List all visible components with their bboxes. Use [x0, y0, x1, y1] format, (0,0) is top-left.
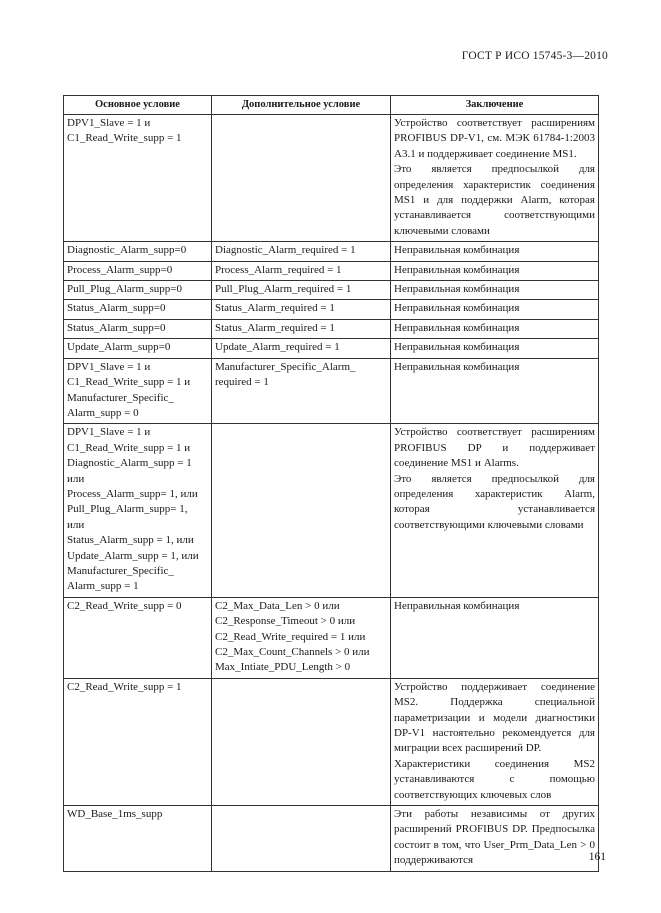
column-header-main-condition: Основное условие	[64, 96, 212, 115]
cell-text: Manufacturer_Specific_Alarm_	[215, 360, 356, 373]
cell-text: Неправильная комбинация	[394, 321, 520, 334]
cell-main-condition	[64, 115, 212, 242]
table-row	[64, 358, 599, 424]
conditions-table	[63, 95, 599, 872]
cell-text: Status_Alarm_supp=0	[67, 302, 166, 315]
cell-text: Неправильная комбинация	[394, 599, 520, 612]
table-row	[64, 300, 599, 319]
cell-text: DPV1_Slave = 1 и	[67, 426, 151, 439]
table-row	[64, 281, 599, 300]
table-body	[64, 115, 599, 872]
cell-conclusion	[391, 597, 599, 678]
cell-main-condition	[64, 597, 212, 678]
page-number: 161	[588, 851, 606, 863]
table-row	[64, 597, 599, 678]
cell-conclusion	[391, 319, 599, 338]
cell-main-condition	[64, 806, 212, 872]
cell-text: Это является предпосылкой для определения характеристик соединения MS1 и для поддержки Alarm, которая устанавливается соответствующими ключевыми словами	[394, 163, 595, 237]
document-header: ГОСТ Р ИСО 15745-3—2010	[461, 50, 608, 62]
table-row	[64, 115, 599, 242]
cell-text: Неправильная комбинация	[394, 244, 520, 257]
cell-text: Manufacturer_Specific_	[67, 564, 174, 577]
cell-conclusion	[391, 358, 599, 424]
cell-text: Эти работы независимы от других расширений PROFIBUS DP. Предпосылка состоит в том, что User_Prm_Data_Len > 0 поддерживаются	[394, 808, 595, 867]
cell-text: Manufacturer_Specific_	[67, 391, 174, 404]
cell-conclusion	[391, 242, 599, 261]
cell-additional-condition	[212, 678, 391, 805]
table-row	[64, 319, 599, 338]
cell-text: Pull_Plug_Alarm_supp=0	[67, 283, 182, 296]
cell-text: Diagnostic_Alarm_required = 1	[215, 244, 356, 257]
cell-main-condition	[64, 319, 212, 338]
cell-text: C2_Read_Write_required = 1 или	[215, 630, 366, 643]
cell-text: C2_Max_Data_Len > 0 или	[215, 599, 340, 612]
cell-text: Pull_Plug_Alarm_required = 1	[215, 283, 352, 296]
cell-text: Process_Alarm_required = 1	[215, 263, 342, 276]
cell-text: Diagnostic_Alarm_supp = 1	[67, 457, 192, 470]
cell-conclusion	[391, 806, 599, 872]
cell-text: Неправильная комбинация	[394, 360, 520, 373]
cell-main-condition	[64, 281, 212, 300]
cell-text: Status_Alarm_supp=0	[67, 321, 166, 334]
cell-additional-condition	[212, 300, 391, 319]
cell-text: Устройство соответствует расширениям PROFIBUS DP и поддерживает соединение MS1 и Alarms.	[394, 426, 595, 470]
cell-conclusion	[391, 339, 599, 358]
cell-text: Устройство соответствует расширениям PROFIBUS DP-V1, см. МЭК 61784-1:2003 А3.1 и поддерживает соединение MS1.	[394, 117, 595, 160]
table-row	[64, 261, 599, 280]
cell-text: C2_Max_Count_Channels > 0 или	[215, 646, 370, 658]
cell-additional-condition	[212, 358, 391, 424]
cell-text: Это является предпосылкой для определения характеристик Alarm, которая устанавливается соответствующими ключевыми словами	[394, 472, 595, 531]
cell-main-condition	[64, 242, 212, 261]
cell-additional-condition	[212, 115, 391, 242]
cell-main-condition	[64, 424, 212, 597]
cell-text: Устройство поддерживает соединение MS2. Поддержка специальной параметризации и модели диагностики DP-V1 настоятельно рекомендуется для миграции всех расширений DP.	[394, 680, 595, 755]
cell-text: C2_Read_Write_supp = 1	[67, 680, 182, 693]
cell-conclusion	[391, 424, 599, 597]
cell-text: DPV1_Slave = 1 и	[67, 117, 151, 129]
cell-text: Alarm_supp = 0	[67, 406, 139, 419]
cell-text: или	[67, 518, 85, 531]
cell-text: C1_Read_Write_supp = 1 и	[67, 376, 191, 389]
column-header-conclusion: Заключение	[391, 96, 599, 115]
cell-text: Status_Alarm_required = 1	[215, 321, 335, 334]
cell-main-condition	[64, 678, 212, 805]
table-row	[64, 424, 599, 597]
cell-text: Update_Alarm_supp=0	[67, 341, 171, 354]
cell-text: C2_Read_Write_supp = 0	[67, 599, 182, 612]
cell-conclusion	[391, 678, 599, 805]
cell-text: Process_Alarm_supp= 1, или	[67, 487, 198, 500]
table-row	[64, 678, 599, 805]
cell-text: C1_Read_Write_supp = 1 и	[67, 441, 191, 454]
cell-main-condition	[64, 358, 212, 424]
cell-text: Status_Alarm_supp = 1, или	[67, 534, 194, 547]
cell-additional-condition	[212, 806, 391, 872]
cell-additional-condition	[212, 242, 391, 261]
cell-text: C2_Response_Timeout > 0 или	[215, 615, 356, 628]
cell-text: Неправильная комбинация	[394, 302, 520, 315]
cell-additional-condition	[212, 281, 391, 300]
cell-additional-condition	[212, 261, 391, 280]
table-row	[64, 242, 599, 261]
cell-text: Update_Alarm_supp = 1, или	[67, 549, 199, 562]
cell-main-condition	[64, 300, 212, 319]
table-row	[64, 806, 599, 872]
cell-text: DPV1_Slave = 1 и	[67, 360, 151, 373]
table-header-row	[64, 96, 599, 115]
table-row	[64, 339, 599, 358]
cell-text: Process_Alarm_supp=0	[67, 263, 173, 276]
cell-text: Status_Alarm_required = 1	[215, 302, 335, 315]
cell-text: Max_Intiate_PDU_Length > 0	[215, 661, 351, 674]
cell-text: Неправильная комбинация	[394, 263, 520, 276]
cell-text: Характеристики соединения MS2 устанавливаются с помощью соответствующих ключевых слов	[394, 757, 595, 801]
cell-text: Diagnostic_Alarm_supp=0	[67, 244, 187, 257]
cell-text: Неправильная комбинация	[394, 341, 520, 354]
cell-text: или	[67, 472, 85, 485]
cell-text: C1_Read_Write_supp = 1	[67, 132, 182, 145]
cell-additional-condition	[212, 319, 391, 338]
cell-text: WD_Base_1ms_supp	[67, 808, 163, 821]
cell-additional-condition	[212, 597, 391, 678]
cell-additional-condition	[212, 424, 391, 597]
cell-main-condition	[64, 261, 212, 280]
cell-additional-condition	[212, 339, 391, 358]
cell-conclusion	[391, 115, 599, 242]
cell-conclusion	[391, 281, 599, 300]
column-header-additional-condition: Дополнительное условие	[212, 96, 391, 115]
cell-text: Неправильная комбинация	[394, 283, 520, 296]
cell-text: Alarm_supp = 1	[67, 580, 139, 593]
cell-conclusion	[391, 300, 599, 319]
cell-conclusion	[391, 261, 599, 280]
cell-text: required = 1	[215, 376, 269, 389]
cell-text: Update_Alarm_required = 1	[215, 341, 340, 354]
cell-main-condition	[64, 339, 212, 358]
cell-text: Pull_Plug_Alarm_supp= 1,	[67, 503, 188, 516]
